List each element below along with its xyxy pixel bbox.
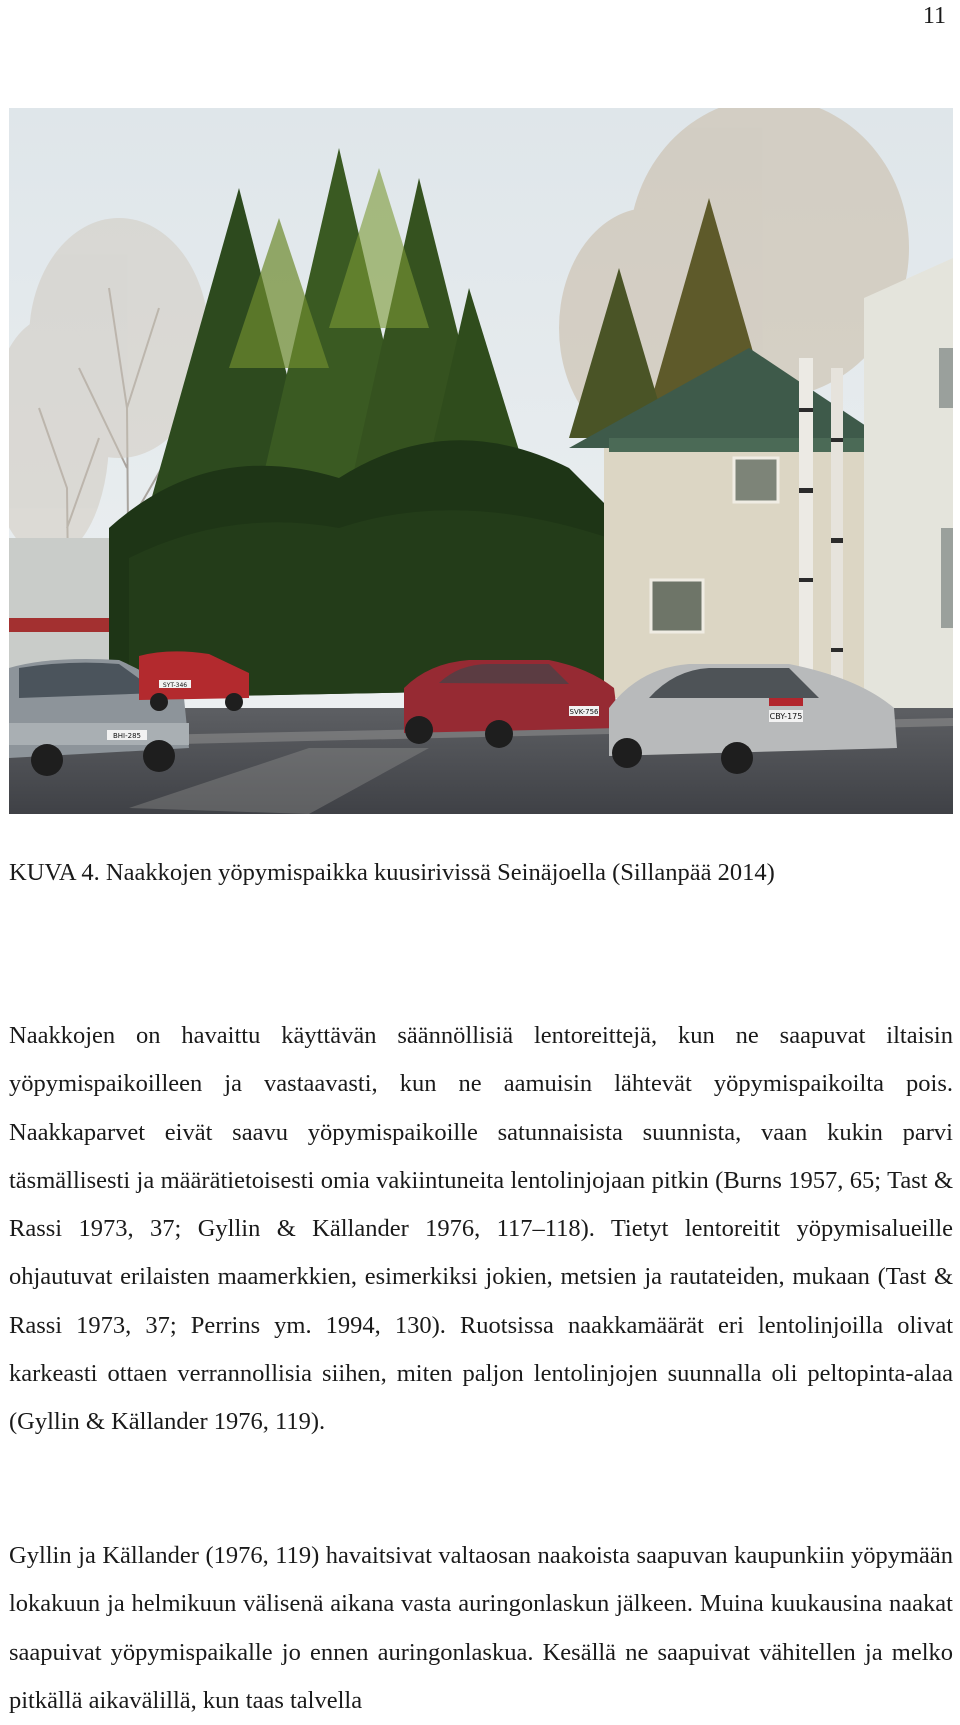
body-paragraph-2: Gyllin ja Källander (1976, 119) havaitsivat valtaosan naakoista saapuvan kaupunkiin yöpymään lokakuun ja helmikuun välisenä aikana vasta auringonlaskun jälkeen. Muina kuukausina naakat saapuivat yöpymispaikalle jo ennen auringonlaskua. Kesällä ne saapuivat vähitellen ja melko pitkällä aikavälillä, kun taas talvella (9, 1542, 953, 1714)
page-number: 11 (922, 3, 946, 29)
figure-photo (9, 108, 953, 814)
plate-3: CBY-175 (769, 712, 803, 721)
figure-caption: KUVA 4. Naakkojen yöpymispaikka kuusirivissä Seinäjoella (Sillanpää 2014) (9, 859, 775, 886)
plate-2: SVK-756 (569, 708, 599, 716)
plate-1: BHI-285 (112, 732, 142, 740)
photo-street-spruce-row (9, 108, 953, 814)
body-paragraph-1: Naakkojen on havaittu käyttävän säännöllisiä lentoreittejä, kun ne saapuvat iltaisin yöpymispaikoilleen ja vastaavasti, kun ne aamuisin lähtevät yöpymispaikoilta pois. Naakkaparvet eivät saavu yöpymispaikoille satunnaisista suunnista, vaan kukin parvi täsmällisesti ja määrätietoisesti omia vakiintuneita lentolinjojaan pitkin (Burns 1957, 65; Tast & Rassi 1973, 37; Gyllin & Källander 1976, 117–118). Tietyt lentoreitit yöpymisalueille ohjautuvat erilaisten maamerkkien, esimerkiksi jokien, metsien ja rautateiden, mukaan (Tast & Rassi 1973, 37; Perrins ym. 1994, 130). Ruotsissa naakkamäärät eri lentolinjoilla olivat karkeasti ottaen verrannollisia siihen, miten paljon lentolinjojen suunnalla oli peltopinta-alaa (Gyllin & Källander 1976, 119). (9, 1022, 953, 1436)
plate-4: SYT-346 (162, 682, 188, 689)
